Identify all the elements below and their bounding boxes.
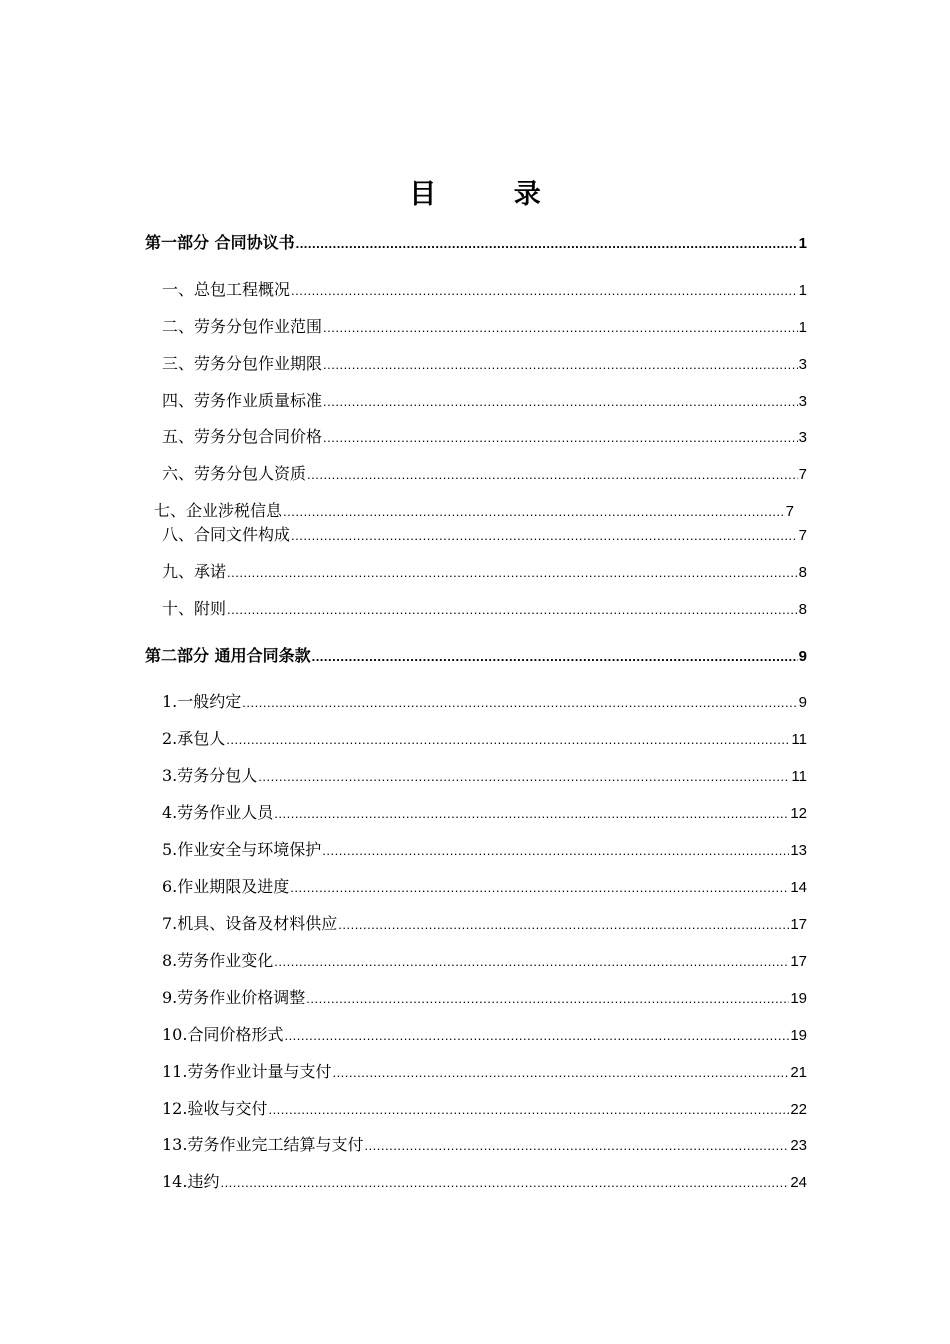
- toc-entry-text: 六、劳务分包人资质: [162, 464, 307, 483]
- toc-entry[interactable]: [162, 948, 807, 971]
- toc-entry[interactable]: [162, 1132, 807, 1155]
- toc-page-number: 1: [798, 282, 807, 299]
- toc-page-number: 13: [790, 842, 807, 859]
- toc-leader-dots: [338, 917, 789, 932]
- toc-leader-dots: [332, 1065, 789, 1080]
- toc-entry-text: 14.违约: [162, 1172, 220, 1191]
- toc-leader-dots: [290, 880, 789, 895]
- toc-entry-part-1[interactable]: [145, 230, 807, 253]
- toc-leader-dots: [296, 236, 798, 251]
- toc-entry-text: 七、企业涉税信息: [154, 501, 283, 520]
- toc-entry[interactable]: [162, 911, 807, 934]
- toc-entry[interactable]: [162, 837, 807, 860]
- toc-page-number: 22: [790, 1101, 807, 1118]
- toc-entry-text: 5.作业安全与环境保护: [162, 840, 322, 859]
- toc-page-number: 12: [790, 805, 807, 822]
- toc-entry-text: 9.劳务作业价格调整: [162, 988, 306, 1007]
- toc-leader-dots: [227, 602, 798, 617]
- toc-leader-dots: [323, 320, 798, 335]
- toc-entry[interactable]: [162, 277, 807, 300]
- toc-page-number: 19: [790, 1027, 807, 1044]
- toc-entry-text: 4.劳务作业人员: [162, 803, 274, 822]
- toc-page-number: 11: [791, 768, 807, 785]
- toc-entry-text: 13.劳务作业完工结算与支付: [162, 1135, 364, 1154]
- toc-entry[interactable]: [162, 461, 807, 484]
- toc-entry[interactable]: [162, 1022, 807, 1045]
- toc-page-number: 1: [798, 319, 807, 336]
- toc-leader-dots: [274, 954, 789, 969]
- toc-page-number: 17: [790, 916, 807, 933]
- toc-entry[interactable]: [162, 596, 807, 619]
- toc-page-number: 8: [798, 564, 807, 581]
- toc-entry[interactable]: [162, 351, 807, 374]
- toc-page-number: 1: [798, 235, 807, 252]
- toc-entry-text: 10.合同价格形式: [162, 1025, 284, 1044]
- toc-page-number: 23: [790, 1137, 807, 1154]
- toc-page-number: 21: [790, 1064, 807, 1081]
- toc-entry[interactable]: [162, 559, 807, 582]
- toc-entry[interactable]: [162, 388, 807, 411]
- toc-entry[interactable]: [162, 424, 807, 447]
- toc-entry-text: 8.劳务作业变化: [162, 951, 274, 970]
- toc-entry-text: 3.劳务分包人: [162, 766, 258, 785]
- toc-entry-text: 11.劳务作业计量与支付: [162, 1062, 332, 1081]
- toc-entry-text: 一、总包工程概况: [162, 280, 291, 299]
- toc-leader-dots: [268, 1102, 789, 1117]
- toc-leader-dots: [227, 565, 798, 580]
- toc-page-number: 11: [791, 731, 807, 748]
- toc-entry[interactable]: [162, 689, 807, 712]
- toc-entry-text: 第二部分 通用合同条款: [145, 646, 311, 665]
- toc-entry[interactable]: [162, 985, 807, 1008]
- toc-page-number: 7: [798, 466, 807, 483]
- toc-leader-dots: [323, 394, 798, 409]
- toc-leader-dots: [306, 991, 789, 1006]
- toc-entry[interactable]: [162, 1169, 807, 1192]
- toc-page-number: 8: [798, 601, 807, 618]
- toc-leader-dots: [323, 430, 798, 445]
- toc-leader-dots: [220, 1175, 789, 1190]
- toc-leader-dots: [312, 649, 798, 664]
- toc-entry-text: 三、劳务分包作业期限: [162, 354, 323, 373]
- toc-entry-text: 二、劳务分包作业范围: [162, 317, 323, 336]
- toc-entry-text: 四、劳务作业质量标准: [162, 391, 323, 410]
- toc-page-number: 14: [790, 879, 807, 896]
- toc-entry-text: 12.验收与交付: [162, 1099, 268, 1118]
- toc-entry-part-2[interactable]: [145, 643, 807, 666]
- toc-leader-dots: [226, 732, 790, 747]
- toc-entry[interactable]: [162, 314, 807, 337]
- toc-entry[interactable]: [162, 522, 807, 545]
- toc-entry-text: 第一部分 合同协议书: [145, 233, 295, 252]
- toc-entry-text: 十、附则: [162, 599, 227, 618]
- toc-page-number: 3: [798, 393, 807, 410]
- toc-entry[interactable]: [154, 498, 794, 521]
- toc-leader-dots: [258, 769, 790, 784]
- toc-page-number: 24: [790, 1174, 807, 1191]
- toc-leader-dots: [274, 806, 789, 821]
- toc-leader-dots: [284, 1028, 789, 1043]
- toc-entry-text: 八、合同文件构成: [162, 525, 291, 544]
- toc-page-number: 9: [798, 648, 807, 665]
- toc-leader-dots: [364, 1138, 789, 1153]
- toc-entry-text: 2.承包人: [162, 729, 226, 748]
- toc-entry[interactable]: [162, 800, 807, 823]
- toc-page-number: 9: [798, 694, 807, 711]
- toc-entry-text: 1.一般约定: [162, 692, 242, 711]
- toc-entry[interactable]: [162, 726, 807, 749]
- toc-entry-text: 7.机具、设备及材料供应: [162, 914, 338, 933]
- toc-page-number: 17: [790, 953, 807, 970]
- toc-leader-dots: [307, 467, 798, 482]
- toc-leader-dots: [322, 843, 789, 858]
- toc-entry[interactable]: [162, 1059, 807, 1082]
- toc-leader-dots: [291, 283, 798, 298]
- toc-entry-text: 九、承诺: [162, 562, 227, 581]
- toc-title: 目 录: [409, 179, 575, 210]
- toc-page-number: 7: [798, 527, 807, 544]
- toc-page-number: 3: [798, 356, 807, 373]
- toc-page-number: 7: [785, 503, 794, 520]
- toc-page-number: 19: [790, 990, 807, 1007]
- toc-entry[interactable]: [162, 874, 807, 897]
- toc-page-number: 3: [798, 429, 807, 446]
- toc-leader-dots: [242, 695, 797, 710]
- toc-entry[interactable]: [162, 1096, 807, 1119]
- toc-entry-text: 五、劳务分包合同价格: [162, 427, 323, 446]
- toc-entry-text: 6.作业期限及进度: [162, 877, 290, 896]
- toc-leader-dots: [283, 504, 785, 519]
- toc-entry[interactable]: [162, 763, 807, 786]
- toc-leader-dots: [291, 528, 798, 543]
- toc-leader-dots: [323, 357, 798, 372]
